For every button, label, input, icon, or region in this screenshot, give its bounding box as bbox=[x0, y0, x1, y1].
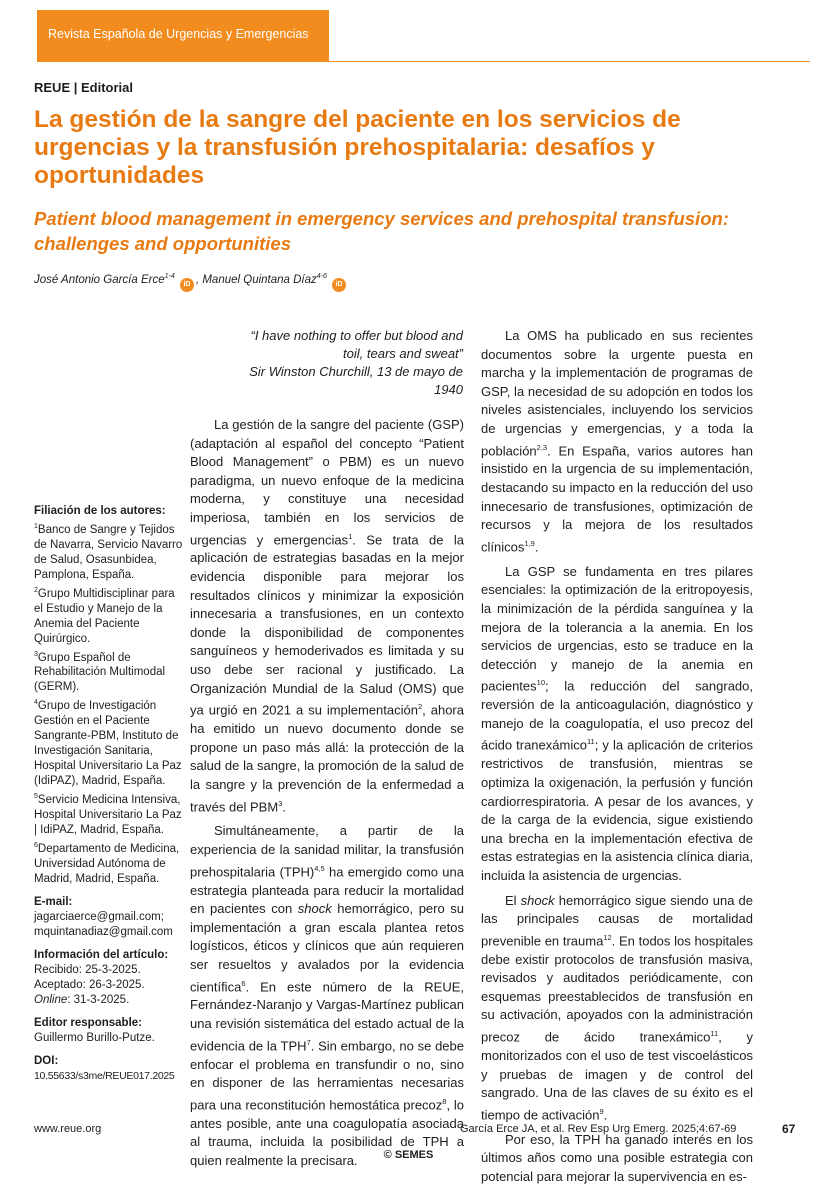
author-name: José Antonio García Erce bbox=[34, 273, 165, 286]
text-run: . Sin embargo, no se debe enfocar el problema en transfundir o no, sino en disponer de las herramientas necesarias para una reconstitución hemostática precoz bbox=[190, 1037, 464, 1113]
online-date: Online: 31-3-2025. bbox=[34, 993, 130, 1006]
article-subtitle: Patient blood management in emergency services and prehospital transfusion: challenges and opportunities bbox=[34, 208, 729, 254]
text-run: La gestión de la sangre del paciente (GSP) (adaptación al español del concepto “Patient Blood Management” o PBM) es un nuevo paradigma, un nuevo enfoque de la medicina moderna, y constituye una necesidad imperiosa, también en los servicios de urgencias y emergencias bbox=[190, 417, 464, 547]
journal-banner bbox=[37, 10, 329, 62]
text-run: . En España, varios autores han insistido en la urgencia de su implementación, destacando su impacto en la reducción del uso innecesario de transfusiones, optimización de recursos y la mejora de los resultados clínicos bbox=[481, 442, 753, 555]
quote-line: toil, tears and sweat” bbox=[343, 346, 463, 361]
author-name: Manuel Quintana Díaz bbox=[202, 273, 317, 286]
text-run: Por eso, la TPH ha ganado interés en los últimos años como una posible estrategia con potencial para mejorar la supervivencia en es- bbox=[481, 1131, 753, 1184]
citation-ref: 11 bbox=[710, 1029, 719, 1039]
text-run: . bbox=[282, 798, 286, 814]
text-run: ha emergido como una estrategia planteada para reducir la mortalidad en pacientes con bbox=[190, 863, 464, 917]
citation-ref: 2,3 bbox=[536, 442, 548, 452]
text-run: hemorrágico sigue siendo una de las principales causas de mortalidad prevenible en trauma bbox=[481, 892, 753, 949]
body-paragraph bbox=[481, 563, 753, 886]
text-run: ; la reducción del sangrado, reversión de la anticoagulación, diagnóstico y manejo de la coagulopatía, el uso precoz del ácido tranexámico bbox=[481, 678, 753, 753]
citation-ref: 11 bbox=[586, 737, 595, 747]
received-date: Recibido: 25-3-2025. bbox=[34, 963, 141, 976]
website-link[interactable]: www.reue.org bbox=[34, 1123, 102, 1135]
affiliation-item: $^4$Grupo de Investigación Gestión en el Paciente Sangrante-PBM, Instituto de Investigación Sanitaria, Hospital Universitario La Paz (IdiPAZ), Madrid, España. bbox=[34, 699, 182, 788]
article-title: La gestión de la sangre del paciente en los servicios de urgencias y la transfusión prehospitalaria: desafíos y oportunidades bbox=[34, 106, 681, 189]
text-run: . bbox=[534, 539, 539, 555]
citation-ref: 10 bbox=[536, 678, 545, 688]
article-info-heading: Información del artículo: bbox=[34, 948, 169, 961]
editor-name: Guillermo Burillo-Putze. bbox=[34, 1031, 155, 1044]
affiliation-item: $^3$Grupo Español de Rehabilitación Multimodal (GERM). bbox=[34, 650, 166, 694]
citation-ref: 1 bbox=[348, 531, 353, 541]
body-paragraph bbox=[190, 822, 464, 1170]
quote-line: “I have nothing to offer but blood and bbox=[250, 328, 463, 343]
citation-ref: 8 bbox=[442, 1096, 447, 1106]
body-paragraph bbox=[481, 892, 753, 1125]
orcid-icon[interactable]: iD bbox=[180, 278, 194, 292]
quote-attribution: 1940 bbox=[434, 382, 463, 397]
doi-heading: DOI: bbox=[34, 1054, 59, 1067]
page-number: 67 bbox=[782, 1122, 796, 1136]
body-column-2 bbox=[190, 416, 464, 1170]
citation: García Erce JA, et al. Rev Esp Urg Emerg. 2025;4:67-69 bbox=[460, 1123, 737, 1135]
text-run: , ahora ha emitido un nuevo documento donde se propone un paso más allá: la protección de la salud de la sangre, la promoción de la salud de la sangre y la prevención de la enfermedad a través del PBM bbox=[190, 702, 464, 814]
journal-name: Revista Española de Urgencias y Emergencias bbox=[48, 27, 309, 41]
email-link[interactable]: mquintanadiaz@gmail.com bbox=[34, 925, 173, 938]
author-affiliation-ref: 4-6 bbox=[316, 273, 327, 280]
epigraph-quote bbox=[200, 327, 463, 399]
citation-ref: 4,5 bbox=[314, 863, 325, 873]
quote-attribution: Sir Winston Churchill, 13 de mayo de bbox=[249, 364, 463, 379]
section-label: REUE | Editorial bbox=[34, 80, 133, 95]
orcid-icon[interactable]: iD bbox=[332, 278, 346, 292]
citation-ref: 3 bbox=[278, 798, 283, 808]
doi-link[interactable]: 10.55633/s3me/REUE017.2025 bbox=[34, 1069, 175, 1082]
text-run: . Se trata de la aplicación de estrategias basadas en la mejor evidencia disponible para mejorar los resultados clínicos y minimizar la exposición innecesaria a transfusiones, en un contexto donde la disponibilidad de componentes sanguíneos y hemoderivados es limitada y su uso debe ser racional y justificado. La Organización Mundial de la Salud (OMS) que ya urgió en 2021 a su implementación bbox=[190, 531, 464, 718]
text-run: shock bbox=[520, 892, 555, 908]
body-paragraph bbox=[481, 327, 753, 557]
citation-ref: 7 bbox=[306, 1037, 311, 1047]
affiliation-heading: Filiación de los autores: bbox=[34, 505, 166, 517]
text-run: La GSP se fundamenta en tres pilares esenciales: la optimización de la eritropoyesis, la minimización de la pérdida sanguínea y la mejora de la tolerancia a la anemia. En los servicios de urgencias, esto se traduce en la detección y manejo de la anemia en pacientes bbox=[481, 563, 753, 694]
affiliation-item: $^2$Grupo Multidisciplinar para el Estudio y Manejo de la Anemia del Paciente Quirúrgico. bbox=[34, 586, 175, 645]
text-run: hemorrágico, pero su implementación a gran escala plantea retos logísticos, éticos y clínicos que aún requieren ser resueltos y avalados por la evidencia científica bbox=[190, 901, 465, 994]
accepted-date: Aceptado: 26-3-2025. bbox=[34, 978, 145, 991]
text-run: , lo antes posible, ante una coagulopatía asociada al trauma, incluida la posibilidad de TPH a quien realmente la precisara. bbox=[190, 1097, 464, 1168]
body-column-3 bbox=[481, 327, 753, 1186]
email-link[interactable]: jagarciaerce@gmail.com; bbox=[34, 910, 164, 923]
editor-heading: Editor responsable: bbox=[34, 1016, 142, 1029]
body-paragraph bbox=[190, 416, 464, 816]
citation-ref: 12 bbox=[603, 932, 612, 942]
citation-ref: 1,9 bbox=[524, 538, 535, 548]
text-run: , y monitorizados con el uso de test viscoelásticos y pruebas de imagen y de control del sangrado. Una de las claves de su éxito es el tiempo de activación bbox=[481, 1029, 753, 1123]
text-run: Simultáneamente, a partir de la experiencia de la sanidad militar, la transfusión prehospitalaria (TPH) bbox=[190, 823, 464, 879]
text-run: . bbox=[603, 1107, 608, 1123]
text-run: El bbox=[505, 892, 521, 908]
text-run: ; y la aplicación de criterios restrictivos de transfusión, mientras se optimiza la oxigenación, la perfusión y función cardiorrespiratoria. A pesar de los avances, y de la carga de la evidencia, sigue existiendo una brecha en la implementación efectiva de estas estrategias en la asistencia clínica diaria, incluida la asistencia de urgencias. bbox=[481, 737, 753, 883]
article-sidebar bbox=[34, 504, 184, 1084]
text-run: . En este número de la REUE, Fernández-Naranjo y Vargas-Martínez publican una revisión sistemática del estado actual de la evidencia de la TPH bbox=[190, 978, 464, 1053]
text-run: La OMS ha publicado en sus recientes documentos sobre la urgente puesta en marcha y la implementación de programas de GSP, la necesidad de su adopción en todos los niveles asistenciales, incluyendo los servicios de urgencias y emergencias, y a toda la población bbox=[481, 328, 753, 458]
text-run: shock bbox=[297, 901, 332, 917]
citation-ref: 2 bbox=[417, 702, 423, 712]
affiliation-item: $^6$Departamento de Medicina, Universidad Autónoma de Madrid, Madrid, España. bbox=[34, 842, 180, 885]
text-run: . En todos los hospitales debe existir protocolos de transfusión masiva, revisados y auditados periódicamente, con esquemas preestablecidos de transfusión en su activación, apoyados con la administración precoz de ácido tranexámico bbox=[481, 933, 753, 1045]
email-heading: E-mail: bbox=[34, 895, 73, 908]
header-rule bbox=[329, 61, 810, 62]
affiliation-item: $^5$Servicio Medicina Intensiva, Hospital Universitario La Paz | IdiPAZ, Madrid, España. bbox=[34, 793, 182, 837]
author-line: José Antonio García Erce$^{1-4}$ iD , Manuel Quintana Díaz$^{4-6}$ iD bbox=[34, 273, 348, 292]
citation-ref: 9 bbox=[599, 1106, 604, 1116]
citation-ref: 6 bbox=[241, 978, 246, 988]
author-affiliation-ref: 1-4 bbox=[164, 273, 175, 280]
publisher: © SEMES bbox=[383, 1149, 434, 1161]
affiliation-item: $^1$Banco de Sangre y Tejidos de Navarra, Servicio Navarro de Salud, Osasunbidea, Pamplona, España. bbox=[34, 523, 183, 581]
